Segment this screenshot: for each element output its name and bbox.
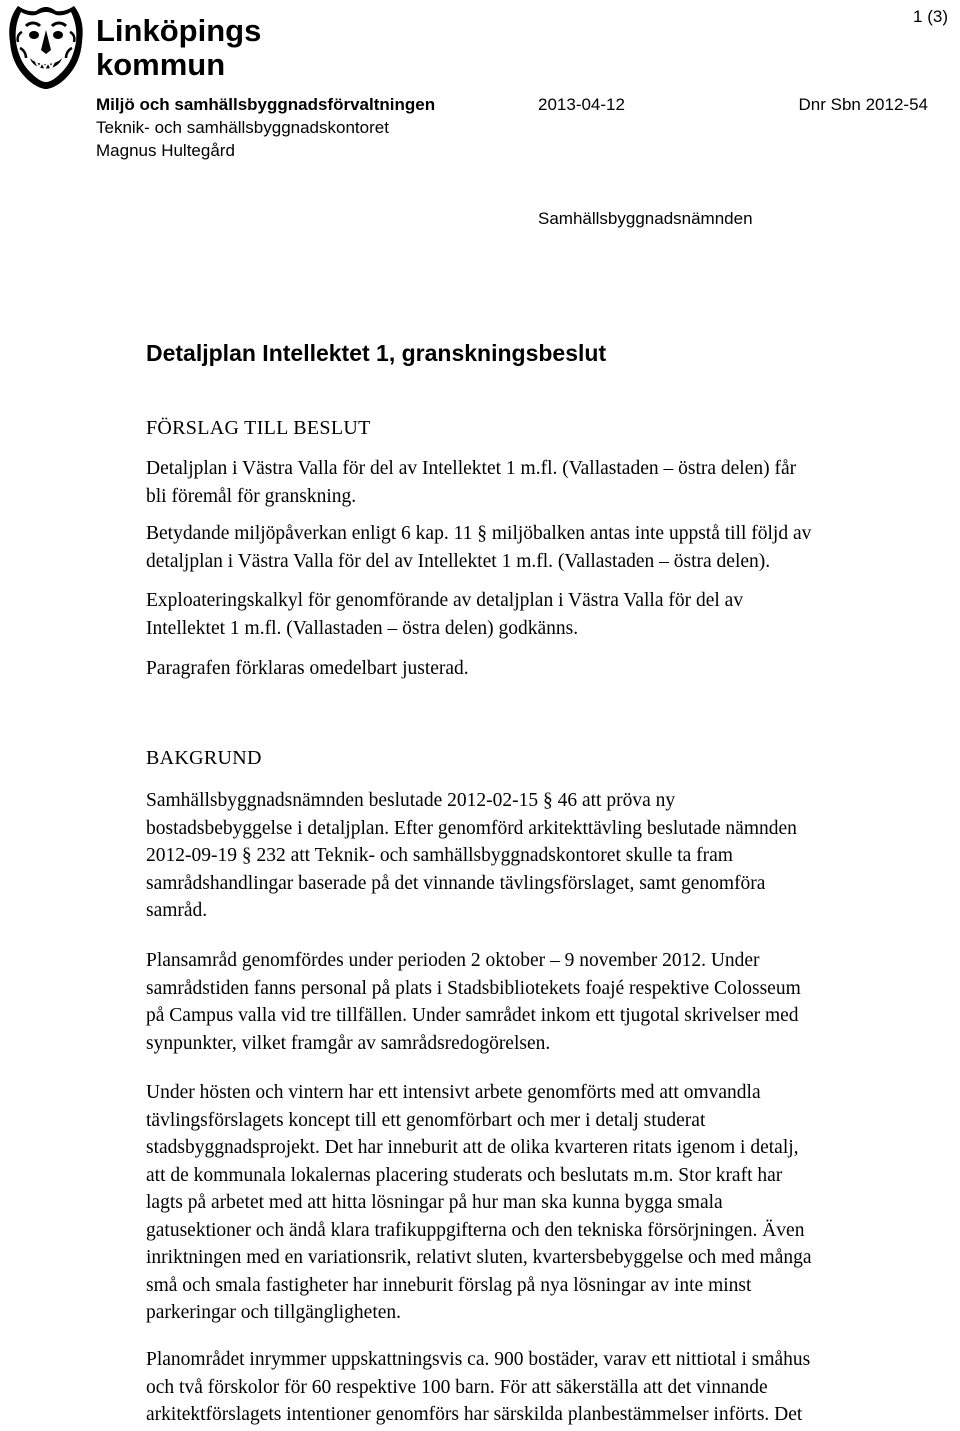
text-line: samrådstiden fanns personal på plats i Stadsbibliotekets foajé respektive Colosseum [146, 977, 801, 999]
background-paragraph [146, 947, 946, 1057]
text-line: Betydande miljöpåverkan enligt 6 kap. 11 § miljöbalken antas inte uppstå till följd av [146, 523, 812, 544]
text-line: inriktningen med en variationsrik, relativt sluten, kvartersbebyggelse och med många [146, 1247, 812, 1268]
text-line: bli föremål för granskning. [146, 485, 357, 507]
handler-name: Magnus Hultegård [96, 141, 235, 160]
text-line: synpunkter, vilket framgår av samrådsredogörelsen. [146, 1032, 551, 1054]
proposal-paragraph [146, 587, 946, 642]
text-line: samråd. [146, 900, 208, 921]
text-line: detaljplan i Västra Valla för del av Intellektet 1 m.fl. (Vallastaden – östra delen). [146, 550, 771, 572]
organization-name-line1: Linköpings [96, 13, 262, 48]
office-name: Teknik- och samhällsbyggnadskontoret [96, 118, 389, 137]
text-line: tävlingsförslagets koncept till ett genomförbart och mer i detalj studerat [146, 1109, 706, 1131]
registration-number: Dnr Sbn 2012-54 [798, 95, 928, 114]
text-line: bostadsbebyggelse i detaljplan. Efter genomförd arkitekttävling beslutade nämnden [146, 817, 797, 839]
text-line: Detaljplan i Västra Valla för del av Intellektet 1 m.fl. (Vallastaden – östra delen) får [146, 458, 797, 479]
text-line: Exploateringskalkyl för genomförande av detaljplan i Västra Valla för del av [146, 590, 744, 611]
text-line: på Campus valla vid tre tillfällen. Under samrådet inkom ett tjugotal skrivelser med [146, 1005, 799, 1026]
proposal-paragraph [146, 655, 946, 683]
text-line: Under hösten och vintern har ett intensivt arbete genomförts med att omvandla [146, 1082, 761, 1103]
text-line: lagts på arbetet med att hitta lösningar på hur man ska kunna bygga smala [146, 1192, 723, 1213]
lion-logo-icon [4, 2, 88, 90]
text-line: och två förskolor för 60 respektive 100 barn. För att säkerställa att det vinnande [146, 1376, 768, 1398]
text-line: små och smala fastigheter har inneburit förslag på nya lösningar av inte minst [146, 1274, 752, 1296]
text-line: Planområdet inrymmer uppskattningsvis ca. 900 bostäder, varav ett nittiotal i småhus [146, 1349, 811, 1370]
text-line: att de kommunala lokalernas placering studerats och beslutats m.m. Stor kraft har [146, 1164, 783, 1186]
text-line: arkitektförslagets intentioner genomförs har särskilda planbestämmelser införts. Det [146, 1404, 803, 1425]
text-line: samrådshandlingar baserade på det vinnande tävlingsförslaget, samt genomföra [146, 872, 766, 894]
page-number: 1 (3) [913, 7, 948, 26]
organization-name [96, 14, 261, 82]
text-line: Samhällsbyggnadsnämnden beslutade 2012-02-15 § 46 att pröva ny [146, 790, 676, 811]
text-line: stadsbyggnadsprojekt. Det har inneburit att de olika kvarteren ritats igenom i detalj, [146, 1137, 799, 1158]
document-title: Detaljplan Intellektet 1, granskningsbeslut [146, 340, 607, 366]
text-line: Paragrafen förklaras omedelbart justerad. [146, 658, 469, 679]
background-heading: BAKGRUND [146, 747, 262, 769]
background-paragraph [146, 787, 946, 925]
proposal-paragraph [146, 520, 946, 575]
text-line: Plansamråd genomfördes under perioden 2 oktober – 9 november 2012. Under [146, 950, 760, 971]
document-date: 2013-04-12 [538, 95, 625, 114]
department-name: Miljö och samhällsbyggnadsförvaltningen [96, 95, 436, 114]
text-line: gatusektioner och ändå klara trafikuppgifterna och den tekniska försörjningen. Även [146, 1219, 805, 1241]
text-line: 2012-09-19 § 232 att Teknik- och samhällsbyggnadskontoret skulle ta fram [146, 845, 733, 866]
text-line: Intellektet 1 m.fl. (Vallastaden – östra delen) godkänns. [146, 617, 579, 639]
background-paragraph [146, 1079, 946, 1327]
proposal-paragraph [146, 455, 946, 510]
proposal-heading: FÖRSLAG TILL BESLUT [146, 417, 371, 439]
text-line: parkeringar och tillgängligheten. [146, 1302, 402, 1323]
organization-name-line2: kommun [96, 47, 226, 82]
recipient: Samhällsbyggnadsnämnden [538, 209, 753, 228]
background-paragraph [146, 1346, 946, 1429]
